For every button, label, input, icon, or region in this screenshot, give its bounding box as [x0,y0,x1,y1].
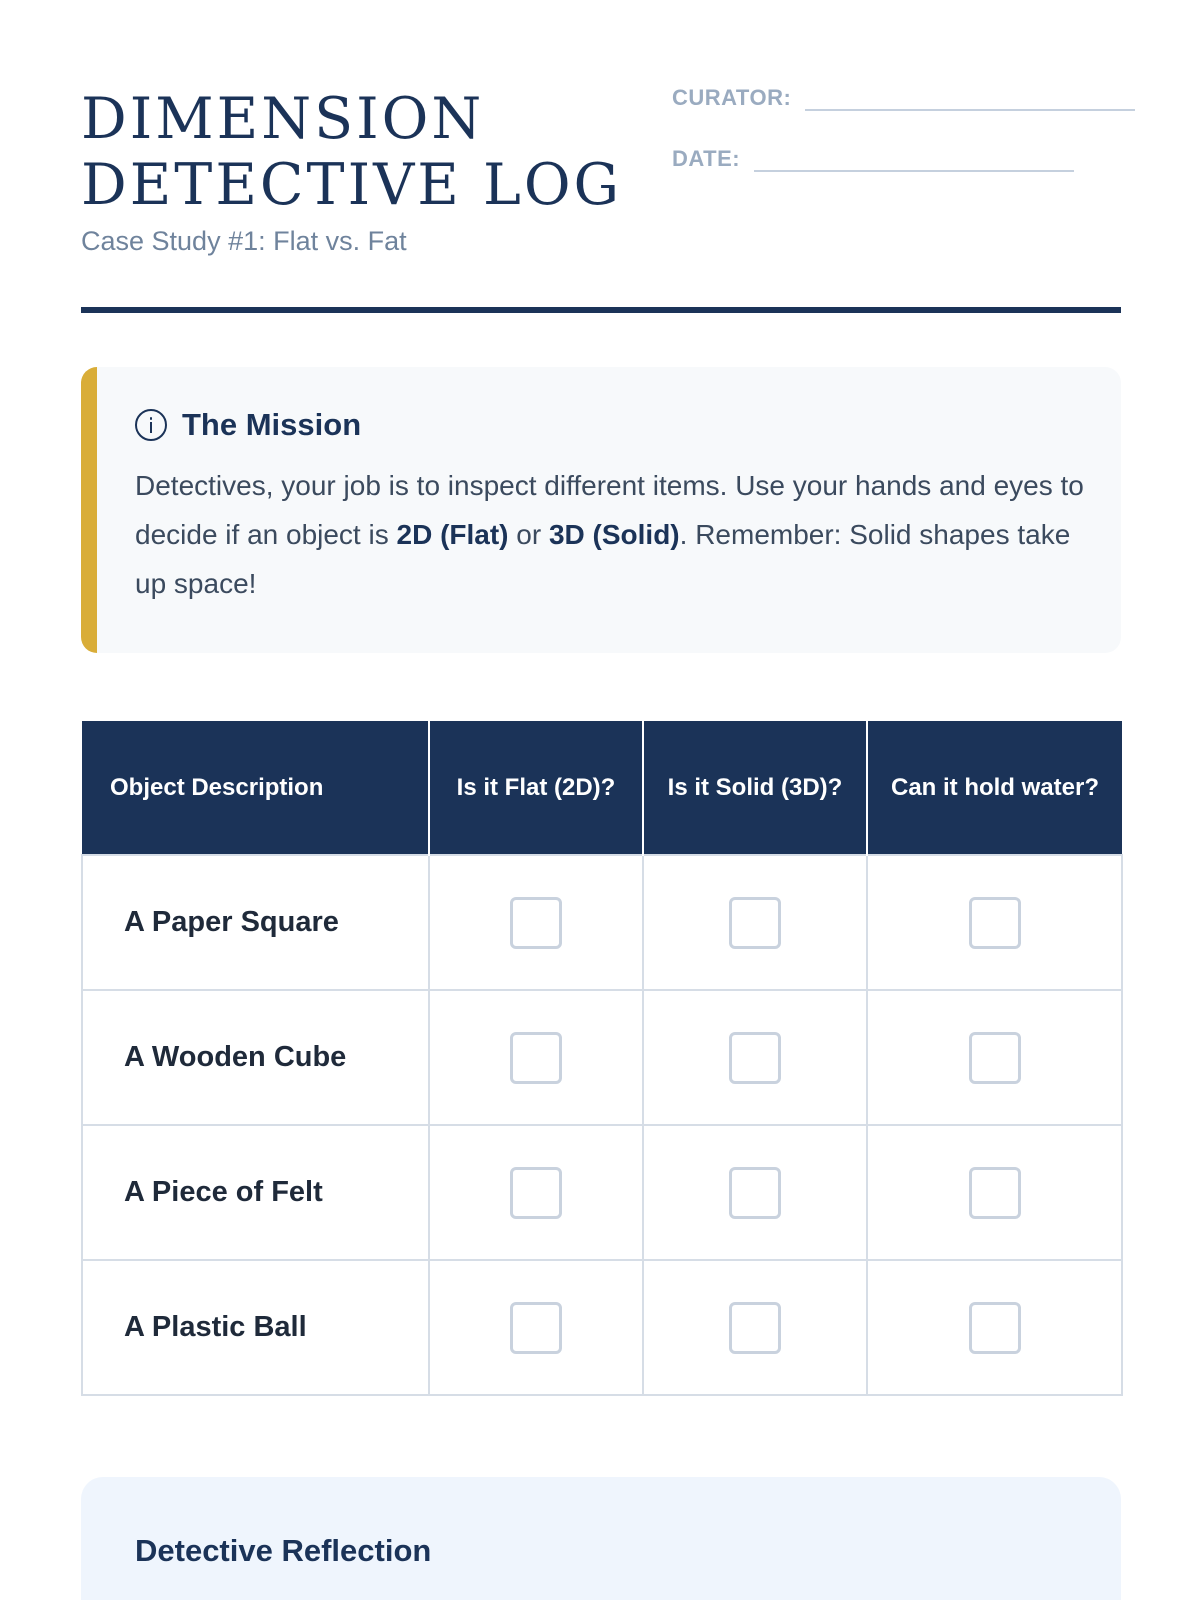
flat-checkbox[interactable] [510,1167,562,1219]
mission-panel [81,367,1121,653]
curator-label: CURATOR: [672,85,792,110]
solid-cell [643,855,867,990]
column-header-water: Can it hold water? [867,721,1122,855]
water-checkbox[interactable] [969,897,1021,949]
object-name: A Paper Square [82,855,429,990]
curator-row [672,85,1135,111]
worksheet-page [81,0,1121,1600]
solid-checkbox[interactable] [729,1167,781,1219]
date-field[interactable] [754,152,1074,172]
object-name: A Wooden Cube [82,990,429,1125]
mission-text-part3: . Remember: Solid shapes take up space! [135,519,1071,599]
mission-bold-2d: 2D (Flat) [396,519,509,550]
flat-checkbox[interactable] [510,1032,562,1084]
mission-heading [135,407,1085,443]
table-row [82,990,1122,1125]
flat-checkbox[interactable] [510,1302,562,1354]
info-icon [135,409,167,441]
solid-cell [643,1260,867,1395]
table-row [82,1125,1122,1260]
water-checkbox[interactable] [969,1302,1021,1354]
water-cell [867,1260,1122,1395]
date-row [672,146,1074,172]
solid-checkbox[interactable] [729,1032,781,1084]
column-header-flat: Is it Flat (2D)? [429,721,643,855]
water-cell [867,855,1122,990]
reflection-title: Detective Reflection [135,1533,432,1568]
header-divider [81,307,1121,313]
flat-checkbox[interactable] [510,897,562,949]
object-name: A Piece of Felt [82,1125,429,1260]
title-line-1: DIMENSION [81,86,485,152]
column-header-solid: Is it Solid (3D)? [643,721,867,855]
table-header-row [82,721,1122,855]
solid-checkbox[interactable] [729,1302,781,1354]
table-row [82,855,1122,990]
flat-cell [429,990,643,1125]
flat-cell [429,1260,643,1395]
table-row [82,1260,1122,1395]
object-name: A Plastic Ball [82,1260,429,1395]
mission-bold-3d: 3D (Solid) [548,519,680,550]
flat-cell [429,1125,643,1260]
case-study-subtitle: Case Study #1: Flat vs. Fat [81,226,407,256]
mission-text-part2: or [508,519,549,550]
column-header-object: Object Description [82,721,429,855]
water-cell [867,1125,1122,1260]
reflection-panel [81,1477,1121,1600]
water-cell [867,990,1122,1125]
flat-cell [429,855,643,990]
title-line-2: DETECTIVE LOG [81,152,623,218]
date-label: DATE: [672,146,741,171]
water-checkbox[interactable] [969,1167,1021,1219]
solid-cell [643,1125,867,1260]
mission-title: The Mission [182,407,362,442]
mission-text-part1: Detectives, your job is to inspect different items. Use your hands and eyes to decide if an object is [135,470,1084,550]
solid-checkbox[interactable] [729,897,781,949]
mission-text [135,461,1085,608]
water-checkbox[interactable] [969,1032,1021,1084]
observation-table [81,721,1123,1396]
page-title [81,86,641,218]
solid-cell [643,990,867,1125]
curator-field[interactable] [805,91,1135,111]
